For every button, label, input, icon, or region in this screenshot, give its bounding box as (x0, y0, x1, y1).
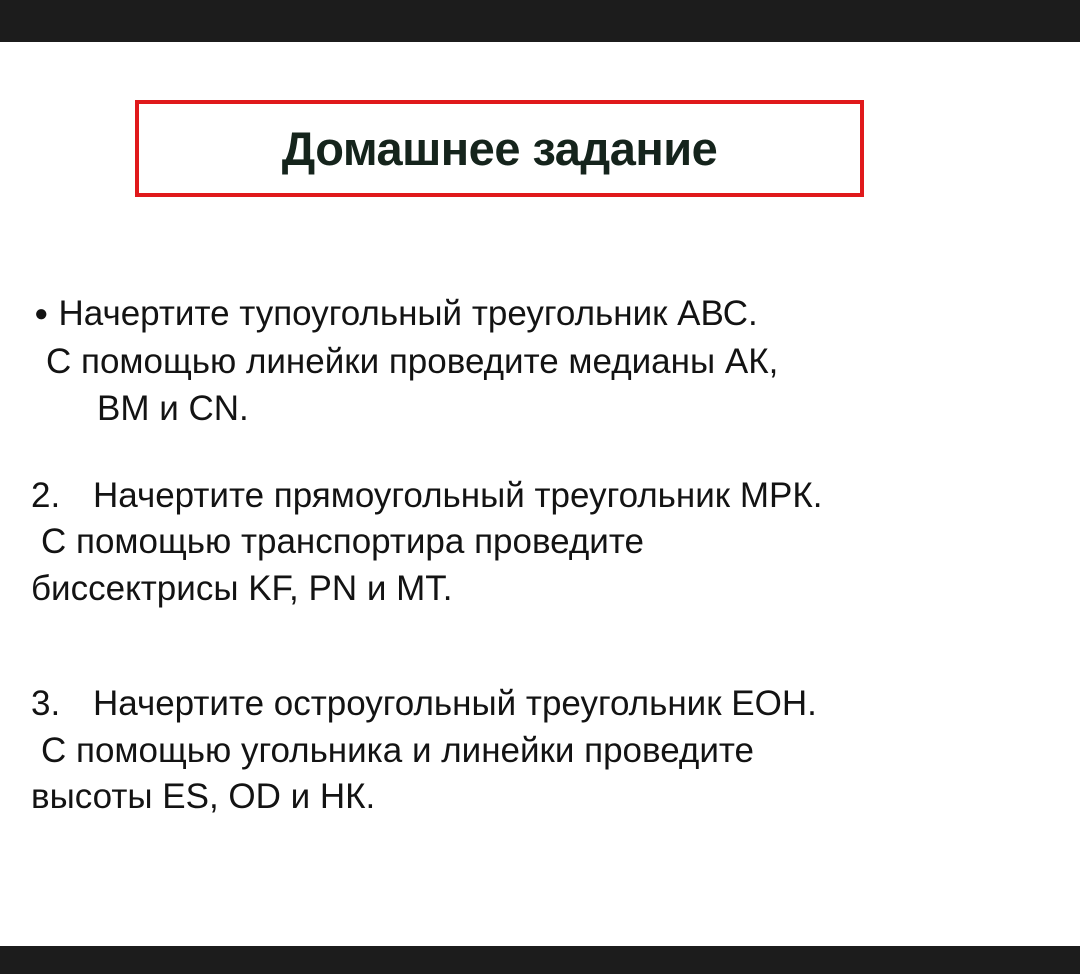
bottom-bar (0, 946, 1080, 974)
task-3-number: 3. (31, 684, 61, 723)
task-1-text-1: Начертите тупоугольный треугольник АВС. (58, 294, 758, 333)
top-bar (0, 0, 1080, 42)
task-2-line-3: биссектрисы KF, PN и МТ. (31, 569, 453, 608)
task-1-line-2: С помощью линейки проведите медианы АК, (46, 342, 779, 381)
task-2-number: 2. (31, 476, 61, 515)
task-3-text-1: Начертите остроугольный треугольник ЕОН. (93, 684, 817, 723)
task-3-line-3: высоты ES, OD и НК. (31, 777, 376, 816)
bullet-icon: ● (34, 300, 49, 327)
task-2-text-1: Начертите прямоугольный треугольник МРК. (93, 476, 823, 515)
task-1-line-1 (34, 294, 758, 334)
task-2-line-2: С помощью транспортира проведите (41, 522, 644, 561)
title-frame (135, 100, 864, 197)
page-title: Домашнее задание (281, 122, 718, 175)
task-3-line-2: С помощью угольника и линейки проведите (41, 731, 754, 770)
task-3-line-1 (31, 684, 817, 724)
task-1-line-3: ВМ и СN. (97, 389, 249, 428)
task-2-line-1 (31, 476, 822, 516)
